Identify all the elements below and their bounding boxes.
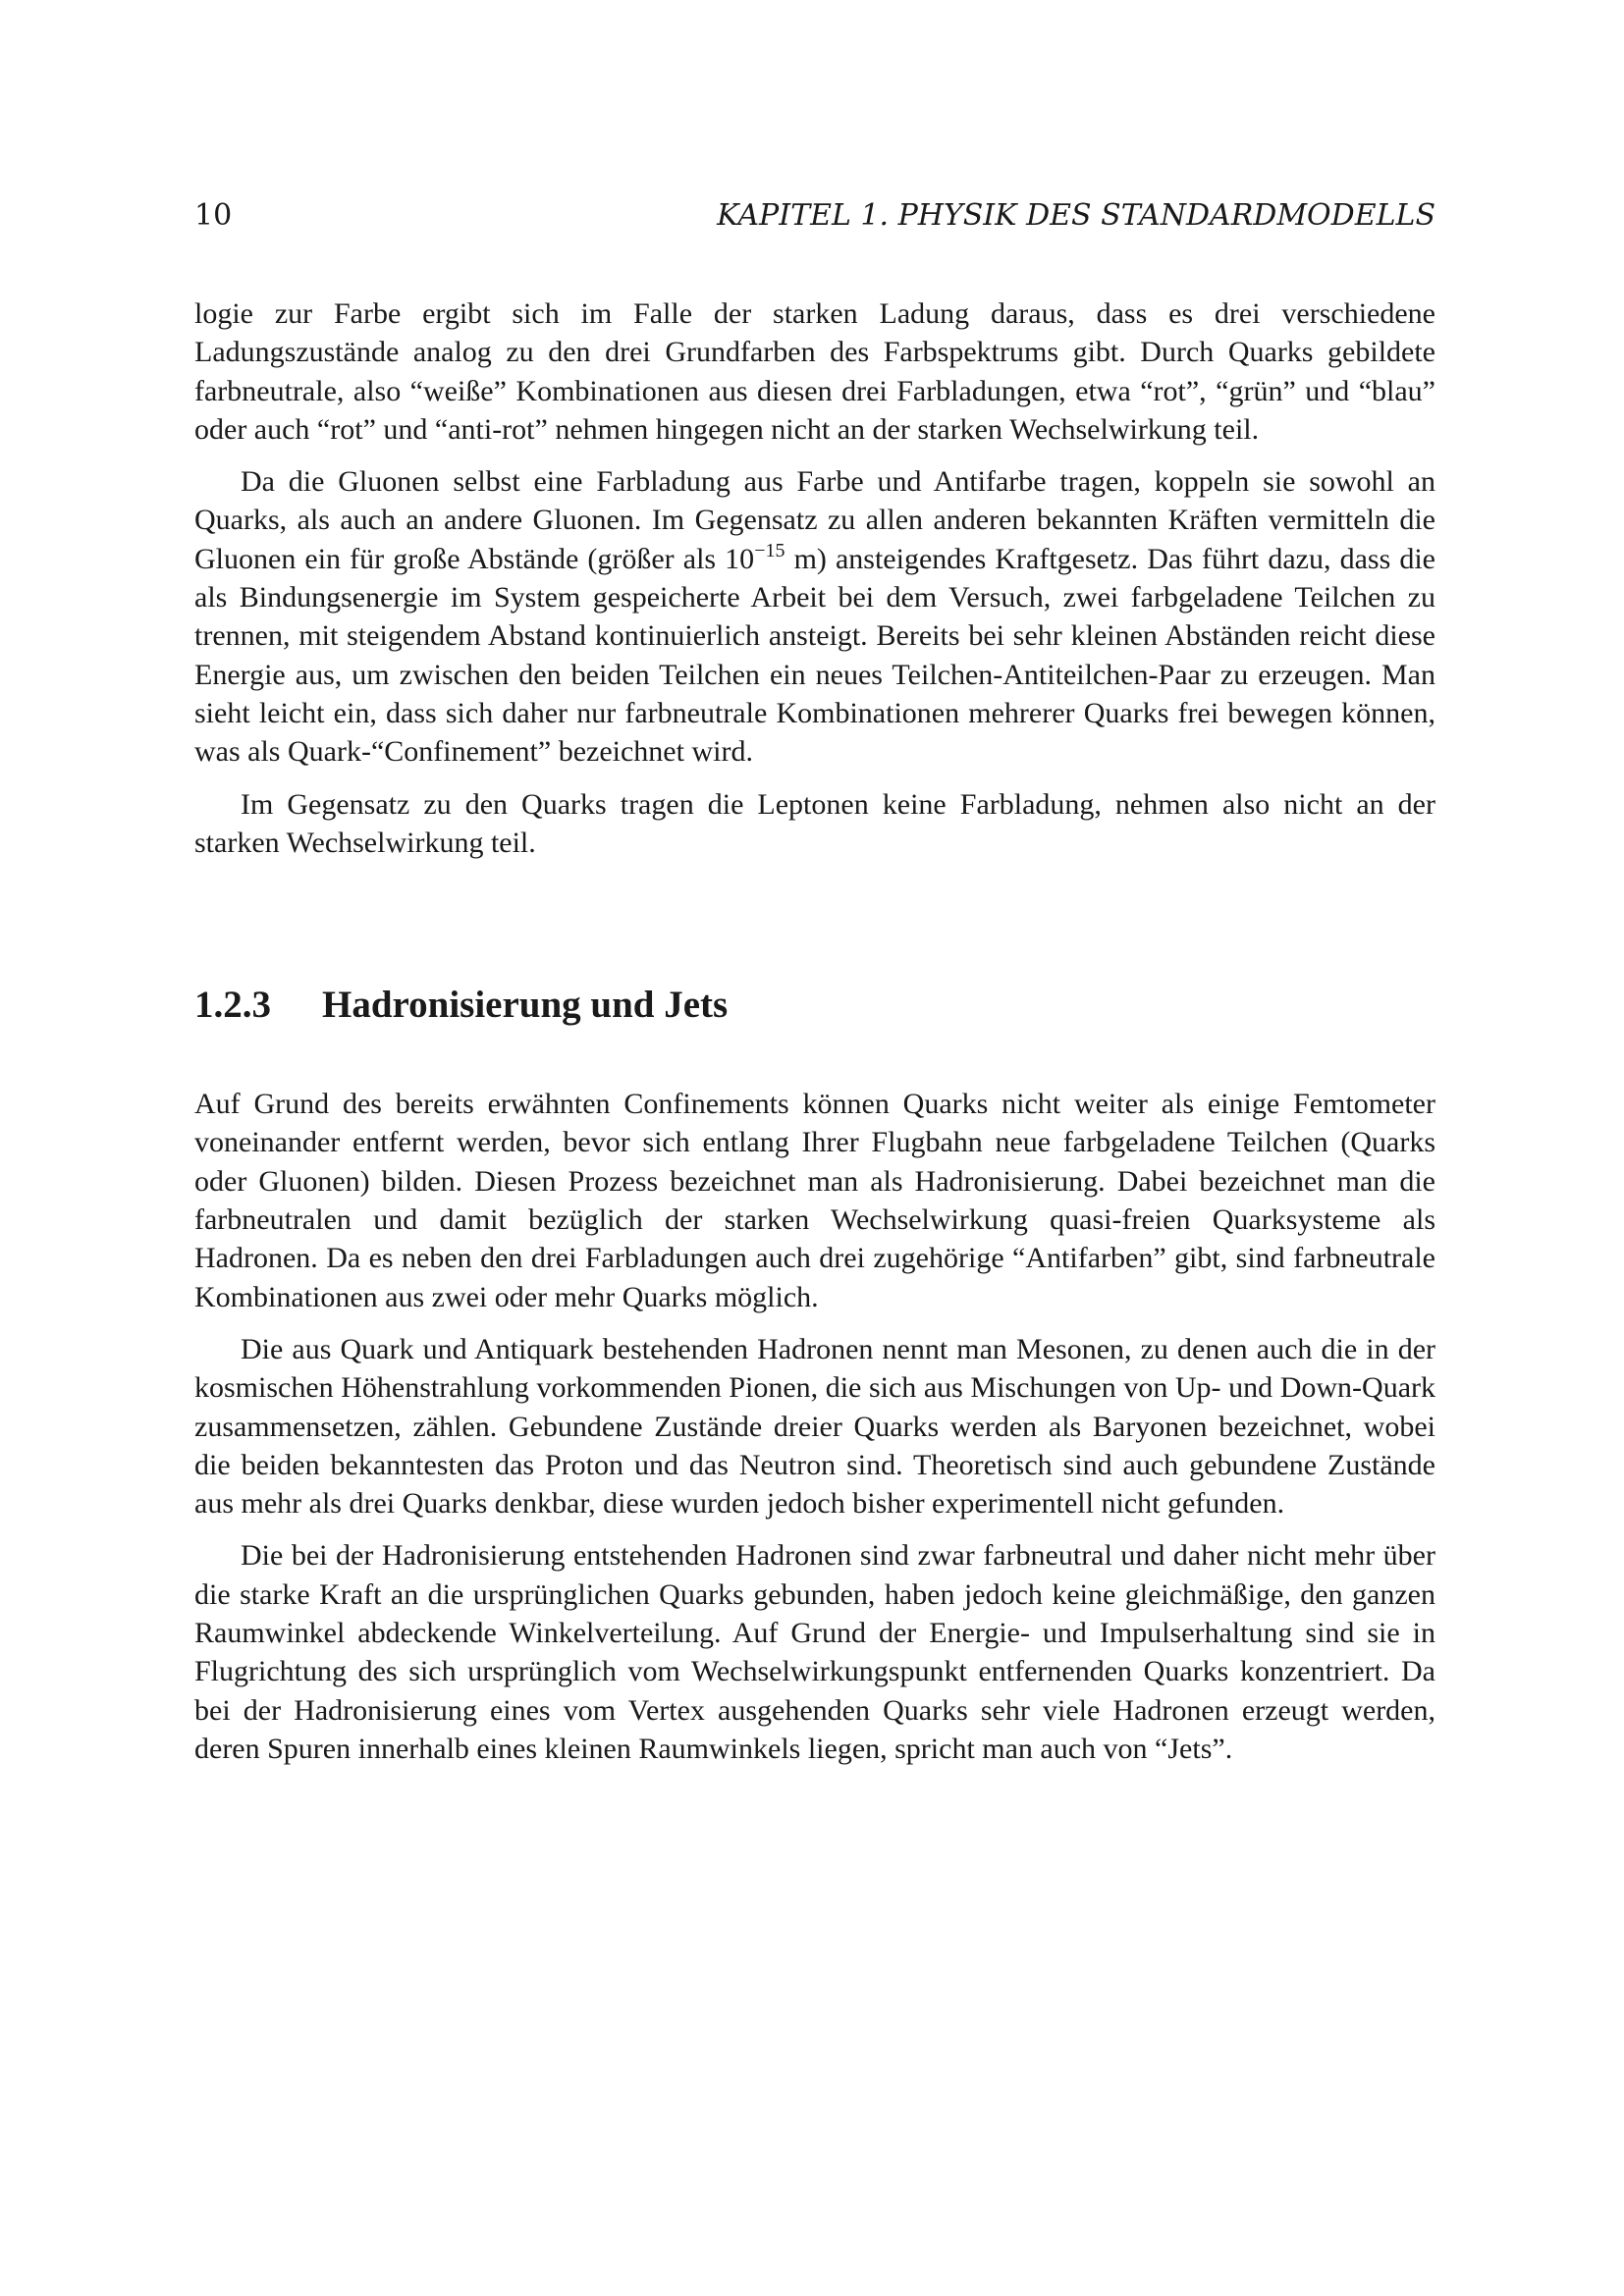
paragraph-gluon-coupling — [194, 462, 1435, 771]
chapter-title: KAPITEL 1. PHYSIK DES STANDARDMODELLS — [717, 198, 1435, 233]
paragraph-color-analogy: logie zur Farbe ergibt sich im Falle der starken Ladung daraus, dass es drei verschiedene Ladungszustände analog zu den drei Grundfarben des Farbspektrums gibt. Durch Quarks gebildete farbneutrale, also “weiße” Kombinationen aus diesen drei Farbladungen, etwa “rot”, “grün” und “blau” oder auch “rot” und “anti-rot” nehmen hingegen nicht an der starken Wechselwirkung teil. — [194, 297, 1435, 446]
page-number: 10 — [194, 198, 233, 233]
paragraph-leptons: Im Gegensatz zu den Quarks tragen die Leptonen keine Farbladung, nehmen also nicht an der starken Wechselwirkung teil. — [194, 787, 1435, 859]
section-title: Hadronisierung und Jets — [322, 984, 729, 1027]
exponent: −15 — [754, 539, 785, 561]
gluon-text-part-1: Da die Gluonen selbst eine Farbladung aus Farbe und Antifarbe tragen, koppeln sie sowohl an Quarks, als auch an andere Gluonen. Im Gegensatz zu allen anderen bekannten Kräften vermitteln die Gluonen ein für große Abstände (größer als 10 — [194, 465, 1435, 575]
body-text — [194, 294, 1435, 1768]
gluon-text-part-2: m) ansteigendes Kraftgesetz. Das führt dazu, dass die als Bindungsenergie im System gespeicherte Arbeit bei dem Versuch, zwei farbgeladene Teilchen zu trennen, mit steigendem Abstand kontinuierlich ansteigt. Bereits bei sehr kleinen Abständen reicht diese Energie aus, um zwischen den beiden Teilchen ein neues Teilchen-Antiteilchen-Paar zu erzeugen. Man sieht leicht ein, dass sich daher nur farbneutrale Kombinationen mehrerer Quarks frei bewegen können, was als Quark-“Confinement” bezeichnet wird. — [194, 542, 1436, 769]
section-heading — [194, 982, 1435, 1029]
section-number: 1.2.3 — [194, 984, 271, 1027]
paragraph-hadronization-intro: Auf Grund des bereits erwähnten Confinements können Quarks nicht weiter als einige Femtometer voneinander entfernt werden, bevor sich entlang Ihrer Flugbahn neue farbgeladene Teilchen (Quarks oder Gluonen) bilden. Diesen Prozess bezeichnet man als Hadronisierung. Dabei bezeichnet man die farbneutralen und damit bezüglich der starken Wechselwirkung quasi-freien Quarksysteme als Hadronen. Da es neben den drei Farbladungen auch drei zugehörige “Antifarben” gibt, sind farbneutrale Kombinationen aus zwei oder mehr Quarks möglich. — [194, 1088, 1435, 1313]
paragraph-jets: Die bei der Hadronisierung entstehenden Hadronen sind zwar farbneutral und daher nicht mehr über die starke Kraft an die ursprünglichen Quarks gebunden, haben jedoch keine gleichmäßige, den ganzen Raumwinkel abdeckende Winkelverteilung. Auf Grund der Energie- und Impulserhaltung sind sie in Flugrichtung des sich ursprünglich vom Wechselwirkungspunkt entfernenden Quarks konzentriert. Da bei der Hadronisierung eines vom Vertex ausgehenden Quarks sehr viele Hadronen erzeugt werden, deren Spuren innerhalb eines kleinen Raumwinkels liegen, spricht man auch von “Jets”. — [194, 1539, 1435, 1765]
running-header — [194, 196, 1435, 236]
paragraph-mesons-baryons: Die aus Quark und Antiquark bestehenden Hadronen nennt man Mesonen, zu denen auch die in der kosmischen Höhenstrahlung vorkommenden Pionen, die sich aus Mischungen von Up- und Down-Quark zusammensetzen, zählen. Gebundene Zustände dreier Quarks werden als Baryonen bezeichnet, wobei die beiden bekanntesten das Proton und das Neutron sind. Theoretisch sind auch gebundene Zustände aus mehr als drei Quarks denkbar, diese wurden jedoch bisher experimentell nicht gefunden. — [194, 1332, 1435, 1521]
